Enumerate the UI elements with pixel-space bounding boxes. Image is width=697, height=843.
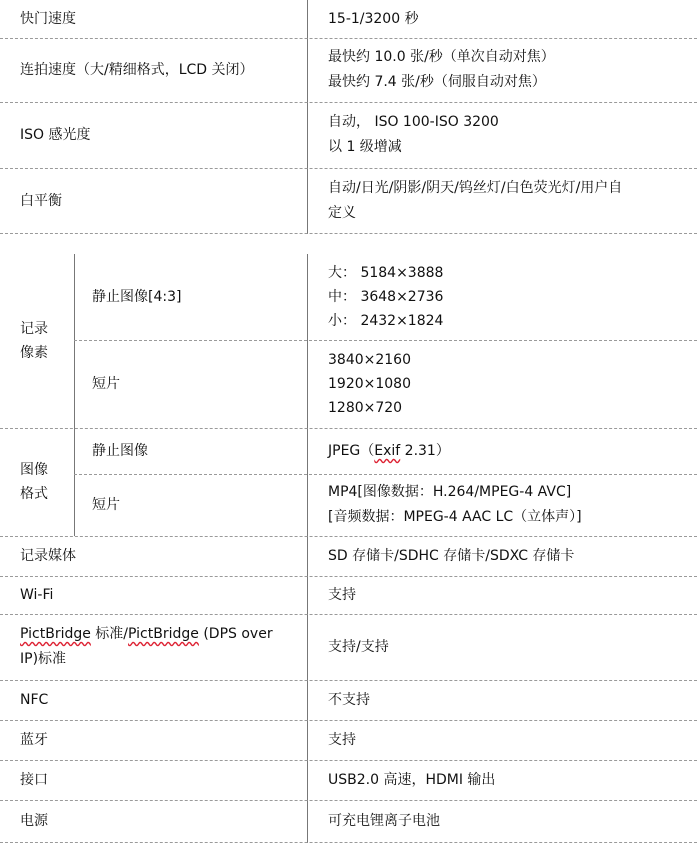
row-value xyxy=(328,254,688,340)
row-value xyxy=(328,0,688,38)
row-label: 电源 xyxy=(20,812,48,829)
value-line: 大： 5184×3888 xyxy=(328,265,444,281)
row-value xyxy=(328,102,688,168)
label-pictbridge-a: PictBridge xyxy=(20,626,91,642)
value-line: 定义 xyxy=(328,205,356,221)
label-part: IP)标准 xyxy=(20,651,67,667)
label-pictbridge-c: PictBridge xyxy=(128,626,199,642)
table-row-pictbridge xyxy=(0,614,697,680)
row-value xyxy=(328,38,688,102)
row-label: Wi-Fi xyxy=(20,586,54,603)
value-line: 最快约 7.4 张/秒（伺服自动对焦） xyxy=(328,74,546,90)
value-line: 15-1/3200 秒 xyxy=(328,10,419,27)
value-line: 自动， ISO 100-ISO 3200 xyxy=(328,114,499,130)
group-label-line: 记录 xyxy=(20,321,48,337)
row-label xyxy=(20,614,305,680)
row-label: 静止图像 xyxy=(92,442,148,459)
table-row-movie-pixels xyxy=(0,340,697,428)
value-suffix: 2.31） xyxy=(400,443,450,459)
row-label: 白平衡 xyxy=(20,192,62,209)
table-row-iso xyxy=(0,102,697,168)
row-label: NFC xyxy=(20,691,49,708)
group-label-line: 格式 xyxy=(20,486,48,502)
value-line: 3840×2160 xyxy=(328,352,411,368)
group-label-line: 像素 xyxy=(20,345,48,361)
value-line: MP4[图像数据：H.264/MPEG-4 AVC] xyxy=(328,484,572,500)
table-row-still-image-pixels xyxy=(0,254,697,340)
row-label: 静止图像[4:3] xyxy=(92,288,182,305)
row-label: 蓝牙 xyxy=(20,731,48,748)
spec-table-bottom xyxy=(0,254,697,843)
row-label: 短片 xyxy=(92,375,120,392)
value-exif: Exif xyxy=(374,443,401,459)
row-value: 支持/支持 xyxy=(328,638,389,655)
row-label: 连拍速度（大/精细格式，LCD 关闭） xyxy=(20,61,254,78)
value-line: 中： 3648×2736 xyxy=(328,289,444,305)
table-row-nfc xyxy=(0,680,697,720)
table-row-bluetooth xyxy=(0,720,697,760)
group-label-line: 图像 xyxy=(20,462,48,478)
table-row-wifi xyxy=(0,576,697,614)
row-value xyxy=(328,428,688,474)
spec-table-top xyxy=(0,0,697,234)
row-value xyxy=(328,168,688,234)
row-label: 接口 xyxy=(20,771,48,788)
value-line: 1920×1080 xyxy=(328,376,411,392)
row-value xyxy=(328,340,688,428)
table-row-power xyxy=(0,800,697,842)
row-label: ISO 感光度 xyxy=(20,126,91,143)
value-line: 最快约 10.0 张/秒（单次自动对焦） xyxy=(328,49,555,65)
row-value: 不支持 xyxy=(328,691,370,708)
row-value: 支持 xyxy=(328,586,356,603)
value-line: [音频数据：MPEG-4 AAC LC（立体声）] xyxy=(328,509,582,525)
value-prefix: JPEG（ xyxy=(328,443,375,459)
row-value xyxy=(328,474,688,536)
table-row-still-image-format xyxy=(0,428,697,474)
table-row-movie-format xyxy=(0,474,697,536)
value-line: 1280×720 xyxy=(328,400,403,416)
row-label: 快门速度 xyxy=(20,10,76,27)
label-part: (DPS over xyxy=(198,626,273,642)
table-row-shutter-speed xyxy=(0,0,697,38)
label-part: 标准/ xyxy=(90,626,129,642)
value-line: 自动/日光/阴影/阴天/钨丝灯/白色荧光灯/用户自 xyxy=(328,180,623,196)
row-label: 短片 xyxy=(92,496,120,513)
table-row-white-balance xyxy=(0,168,697,234)
row-label: 记录媒体 xyxy=(20,547,76,564)
table-row-continuous-shooting xyxy=(0,38,697,102)
value-line: 以 1 级增减 xyxy=(328,139,402,155)
row-divider xyxy=(0,233,697,234)
table-row-recording-media xyxy=(0,536,697,576)
row-value: 支持 xyxy=(328,731,356,748)
row-value: USB2.0 高速，HDMI 输出 xyxy=(328,771,496,788)
table-row-interface xyxy=(0,760,697,800)
row-value: 可充电锂离子电池 xyxy=(328,812,440,829)
row-value: SD 存储卡/SDHC 存储卡/SDXC 存储卡 xyxy=(328,547,575,564)
value-line: 小： 2432×1824 xyxy=(328,313,444,329)
